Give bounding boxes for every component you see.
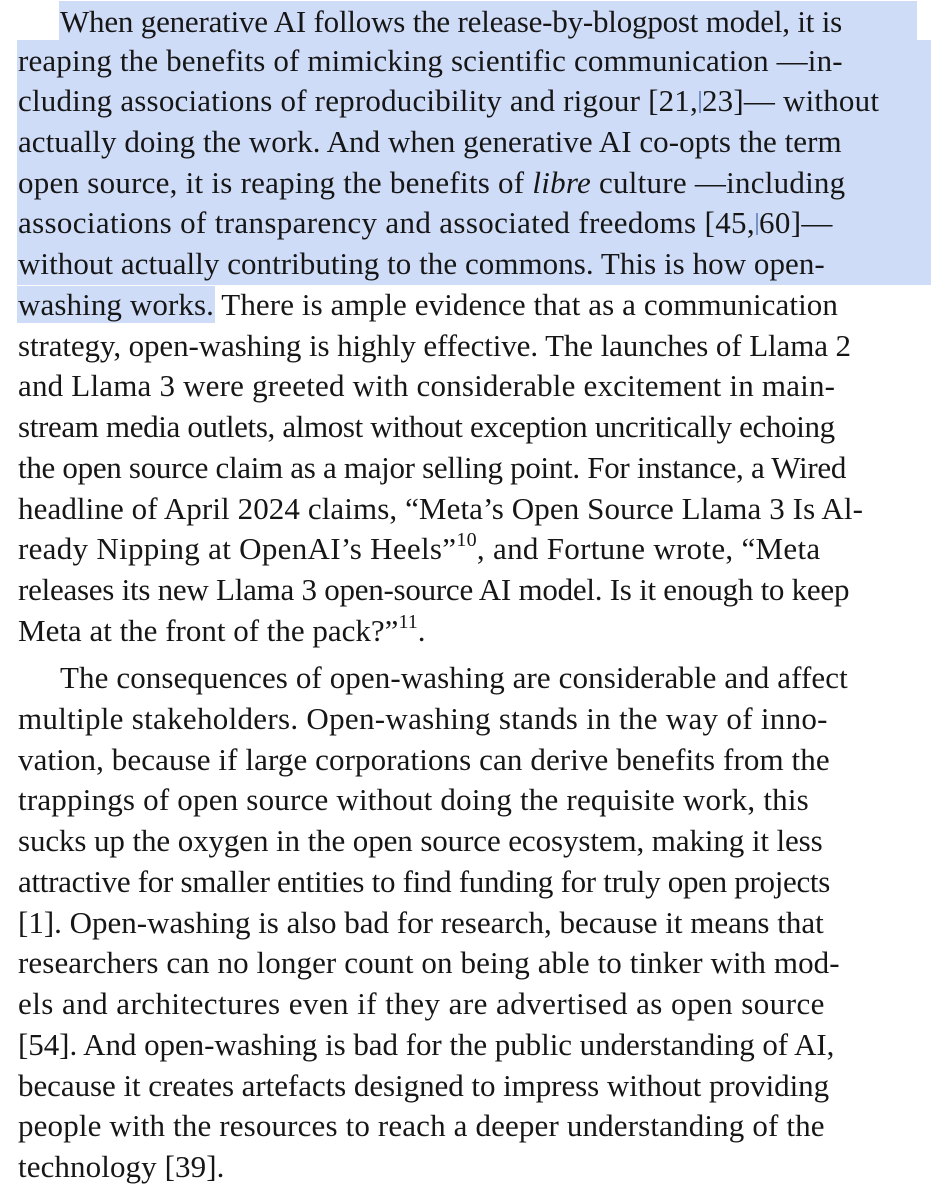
paragraph2-line12 — [0, 1106, 932, 1146]
line-text-segment: , and Fortune wrote, “Meta — [476, 531, 821, 566]
paragraph1-line11 — [0, 407, 932, 447]
line-text: stream media outlets, almost without exception uncritically echoing — [18, 409, 835, 444]
paragraph2-line6 — [0, 862, 932, 902]
paragraph1-line14 — [0, 529, 932, 569]
line-text: sucks up the oxygen in the open source ecosystem, making it less — [18, 823, 823, 858]
paragraph2-line1 — [0, 658, 932, 698]
line-text: people with the resources to reach a deeper understanding of the — [18, 1108, 825, 1143]
paragraph2-line2 — [0, 699, 932, 739]
line-text: researchers can no longer count on being able to tinker with mod- — [18, 945, 840, 980]
line-text: headline of April 2024 claims, “Meta’s Open Source Llama 3 Is Al- — [18, 491, 864, 526]
line-text: attractive for smaller entities to find funding for truly open projects — [18, 864, 831, 899]
line-text-segment: . — [417, 613, 426, 648]
highlighted-text[interactable]: When generative AI follows the release-by-blogpost model, it is — [60, 2, 916, 42]
footnote-ref-11[interactable]: 11 — [398, 610, 418, 633]
paragraph2-line4 — [0, 780, 932, 820]
paragraph2-line3 — [0, 740, 932, 780]
highlighted-text[interactable]: without actually contributing to the commons. This is how open- — [18, 244, 930, 284]
line-text: [1]. Open-washing is also bad for research, because it means that — [18, 905, 824, 940]
line-text: the open source claim as a major selling point. For instance, a Wired — [18, 450, 847, 485]
line-text: trappings of open source without doing the requisite work, this — [18, 782, 809, 817]
line-text-segment: 23]— without — [701, 83, 880, 118]
line-text: and Llama 3 were greeted with considerable excitement in main- — [18, 368, 836, 403]
line-text — [18, 529, 820, 569]
line-text: because it creates artefacts designed to impress without providing — [18, 1068, 830, 1103]
paragraph1-line7 — [0, 244, 932, 284]
paragraph1-line12 — [0, 448, 932, 488]
highlighted-text[interactable] — [18, 163, 930, 203]
line-text — [18, 611, 425, 651]
line-text: releases its new Llama 3 open-source AI model. Is it enough to keep — [18, 572, 850, 607]
paragraph1-line8 — [0, 285, 932, 325]
line-text-segment: associations of transparency and associated freedoms [45, — [18, 205, 756, 240]
paragraph2-line8 — [0, 943, 932, 983]
paragraph1-line15 — [0, 570, 932, 610]
highlighted-text[interactable]: washing works. — [18, 287, 214, 322]
line-text-segment: ready Nipping at OpenAI’s Heels” — [18, 531, 457, 566]
paragraph1-line13 — [0, 489, 932, 529]
paragraph1-line9 — [0, 326, 932, 366]
line-text: [54]. And open-washing is bad for the public understanding of AI, — [18, 1027, 835, 1062]
line-text-segment: cluding associations of reproducibility and rigour [21, — [18, 83, 698, 118]
paragraph1-line1 — [0, 2, 932, 42]
line-text: strategy, open-washing is highly effective. The launches of Llama 2 — [18, 328, 851, 363]
line-text: els and architectures even if they are advertised as open source — [18, 986, 825, 1021]
highlighted-text[interactable] — [18, 81, 930, 121]
paragraph1-line16 — [0, 611, 932, 651]
line-text: technology [39]. — [18, 1149, 225, 1184]
paragraph1-line2 — [0, 41, 932, 81]
paragraph1-line3 — [0, 81, 932, 121]
paragraph2-line10 — [0, 1025, 932, 1065]
line-text-segment: There is ample evidence that as a communication — [214, 287, 838, 322]
line-text — [18, 285, 838, 325]
line-text: vation, because if large corporations can derive benefits from the — [18, 742, 830, 777]
line-text-segment: culture —including — [591, 165, 846, 200]
highlighted-text[interactable]: reaping the benefits of mimicking scientific communication —in- — [18, 41, 930, 81]
paragraph2-line9 — [0, 984, 932, 1024]
paragraph2-line5 — [0, 821, 932, 861]
paragraph2-line13 — [0, 1147, 932, 1187]
highlighted-text[interactable]: actually doing the work. And when generative AI co-opts the term — [18, 122, 930, 162]
line-text: The consequences of open-washing are considerable and affect — [60, 660, 848, 695]
text-cursor — [699, 91, 701, 113]
line-text-segment: Meta at the front of the pack?” — [18, 613, 399, 648]
line-text-segment: 60]— — [759, 205, 833, 240]
paragraph1-line5 — [0, 163, 932, 203]
footnote-ref-10[interactable]: 10 — [456, 528, 477, 551]
line-text: multiple stakeholders. Open-washing stands in the way of inno- — [18, 701, 828, 736]
text-cursor — [756, 213, 758, 235]
highlighted-text[interactable] — [18, 203, 930, 243]
paragraph2-line7 — [0, 903, 932, 943]
paragraph1-line6 — [0, 203, 932, 243]
line-text-segment: open source, it is reaping the benefits of — [18, 165, 533, 200]
emphasized-word: libre — [532, 165, 592, 200]
paragraph1-line4 — [0, 122, 932, 162]
paragraph2-line11 — [0, 1066, 932, 1106]
paragraph1-line10 — [0, 366, 932, 406]
